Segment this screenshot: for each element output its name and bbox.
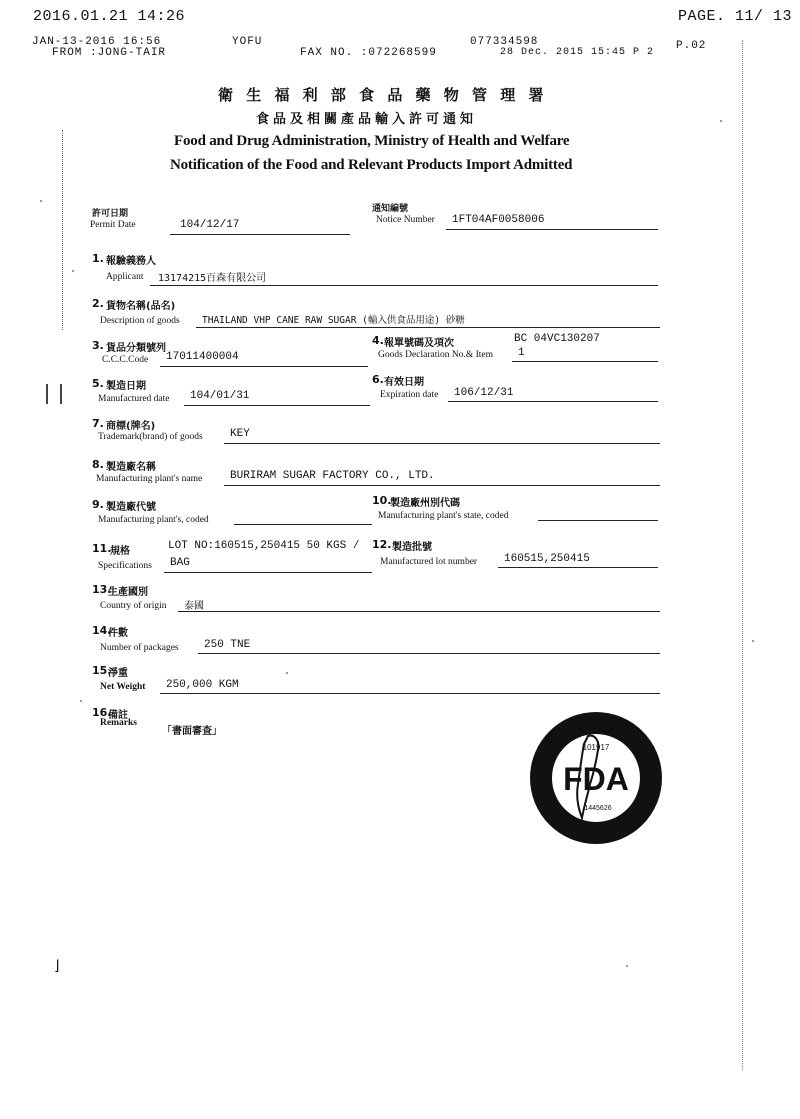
origin-label: Country of origin: [100, 601, 167, 611]
specifications-value-1: LOT NO:160515,250415 50 KGS /: [168, 540, 360, 552]
fda-round-seal-icon: [528, 710, 664, 846]
plant-code-underline: [234, 524, 372, 525]
declaration-number: 4.: [372, 334, 384, 347]
manufactured-number: 5.: [92, 377, 104, 390]
left-scan-edge: [62, 130, 63, 330]
scan-speck: [752, 640, 754, 642]
trademark-value: KEY: [230, 428, 250, 440]
seal-top-code: 101917: [582, 743, 610, 752]
declaration-item-value: 1: [518, 347, 525, 359]
plant-name-label: Manufacturing plant's name: [96, 474, 203, 484]
fda-seal: [528, 710, 664, 846]
packages-label-zh: 件數: [108, 628, 128, 639]
specifications-label-zh: 規格: [110, 546, 130, 557]
manufactured-label-zh: 製造日期: [106, 381, 146, 392]
expiration-label-zh: 有效日期: [384, 377, 424, 388]
permit-date-value: 104/12/17: [180, 219, 240, 231]
plant-code-label-zh: 製造廠代號: [106, 502, 156, 513]
description-label: Description of goods: [100, 316, 180, 326]
plant-state-label-zh: 製造廠州別代碼: [390, 498, 460, 509]
scan-speck: [720, 120, 722, 122]
declaration-label: Goods Declaration No.& Item: [378, 350, 494, 360]
scan-speck: [80, 700, 82, 702]
specifications-value-2: BAG: [170, 557, 190, 569]
lot-number-label: Manufactured lot number: [380, 557, 478, 567]
left-edge-bracket: [46, 384, 62, 404]
seal-logo-text: FDA: [563, 761, 629, 797]
notice-number-label: Notice Number: [376, 215, 435, 225]
manufactured-label: Manufactured date: [98, 394, 170, 404]
permit-date-label: Permit Date: [90, 220, 136, 230]
packages-label: Number of packages: [100, 643, 179, 653]
plant-name-number: 8.: [92, 458, 104, 471]
remarks-value: 「書面審查」: [162, 726, 222, 737]
plant-name-label-zh: 製造廠名稱: [106, 462, 156, 473]
declaration-underline: [512, 361, 658, 362]
packages-number: 14.: [92, 624, 112, 637]
expiration-underline: [448, 401, 658, 402]
net-weight-number: 15.: [92, 664, 112, 677]
agency-title-en: Food and Drug Administration, Ministry of Health and Welfare: [174, 133, 570, 149]
specifications-number: 11.: [92, 542, 112, 555]
fax-line-sender: YOFU: [232, 36, 263, 48]
lot-number-value: 160515,250415: [504, 553, 590, 565]
packages-value: 250 TNE: [204, 639, 251, 651]
ccc-code-number: 3.: [92, 339, 104, 352]
origin-underline: [178, 611, 660, 612]
remarks-label-zh: 備註: [108, 710, 128, 721]
trademark-label-zh: 商標(牌名): [106, 421, 156, 432]
applicant-label: Applicant: [106, 272, 144, 282]
seal-bottom-code: 1445626: [584, 805, 612, 812]
plant-name-value: BURIRAM SUGAR FACTORY CO., LTD.: [230, 470, 435, 482]
plant-state-label: Manufacturing plant's state, coded: [378, 511, 509, 521]
notice-number-value: 1FT04AF0058006: [452, 214, 545, 226]
packages-underline: [198, 653, 660, 654]
permit-date-underline: [170, 234, 350, 235]
trademark-number: 7.: [92, 417, 104, 430]
ccc-code-value: 17011400004: [166, 351, 239, 363]
manufactured-value: 104/01/31: [190, 390, 250, 402]
scan-speck: [626, 965, 628, 967]
expiration-number: 6.: [372, 373, 384, 386]
fax-datetime: 2016.01.21 14:26: [33, 8, 186, 25]
trademark-underline: [224, 443, 660, 444]
origin-value: 泰國: [184, 601, 204, 612]
notice-number-label-zh: 通知編號: [372, 204, 409, 214]
remarks-label: Remarks: [100, 718, 137, 728]
plant-code-number: 9.: [92, 498, 104, 511]
trademark-label: Trademark(brand) of goods: [98, 432, 203, 442]
description-number: 2.: [92, 297, 104, 310]
manufactured-underline: [184, 405, 370, 406]
lot-number-underline: [498, 567, 658, 568]
fax-line-phone: 077334598: [470, 36, 539, 48]
fax-line-page: P.02: [676, 40, 707, 52]
fax-line-faxno: FAX NO. :072268599: [300, 47, 437, 59]
lot-number-label-zh: 製造批號: [392, 542, 432, 553]
applicant-number: 1.: [92, 252, 104, 265]
fax-line-sent: 28 Dec. 2015 15:45 P 2: [500, 47, 655, 58]
fax-page-number: PAGE. 11/ 13: [678, 8, 793, 25]
scan-speck: [72, 270, 74, 272]
net-weight-label-zh: 淨重: [108, 668, 128, 679]
description-underline: [196, 327, 660, 328]
fax-line-date: JAN-13-2016 16:56: [32, 36, 162, 48]
declaration-value: BC 04VC130207: [514, 333, 600, 345]
net-weight-label: Net Weight: [100, 682, 146, 692]
right-scan-edge: [742, 40, 743, 1070]
plant-state-underline: [538, 520, 658, 521]
remarks-number: 16.: [92, 706, 112, 719]
notice-number-underline: [446, 229, 658, 230]
plant-name-underline: [224, 485, 660, 486]
net-weight-underline: [160, 693, 660, 694]
ccc-code-label: C.C.C.Code: [102, 355, 149, 365]
notice-title-zh: 食品及相關產品輸入許可通知: [256, 112, 478, 127]
ccc-code-label-zh: 貨品分類號列: [106, 343, 166, 354]
scan-speck: [286, 672, 288, 674]
notice-title-en: Notification of the Food and Relevant Products Import Admitted: [170, 157, 573, 173]
agency-title-zh: 衛 生 福 利 部 食 品 藥 物 管 理 署: [218, 86, 548, 104]
expiration-value: 106/12/31: [454, 387, 514, 399]
plant-state-number: 10.: [372, 494, 392, 507]
expiration-label: Expiration date: [380, 390, 439, 400]
scan-speck: [40, 200, 42, 202]
corner-mark: ⌋: [54, 958, 60, 974]
description-label-zh: 貨物名稱(品名): [106, 301, 176, 312]
permit-date-label-zh: 許可日期: [92, 209, 129, 219]
fax-line-from: FROM :JONG-TAIR: [52, 47, 167, 59]
specifications-underline: [164, 572, 372, 573]
origin-number: 13.: [92, 583, 112, 596]
declaration-label-zh: 報單號碼及項次: [384, 338, 454, 349]
applicant-label-zh: 報驗義務人: [106, 256, 156, 267]
origin-label-zh: 生產國別: [108, 587, 148, 598]
ccc-code-underline: [160, 366, 368, 367]
applicant-value: 13174215百森有限公司: [158, 273, 267, 284]
description-value: THAILAND VHP CANE RAW SUGAR (輸入供食品用途) 砂糖: [202, 315, 465, 326]
applicant-underline: [150, 285, 658, 286]
net-weight-value: 250,000 KGM: [166, 679, 239, 691]
specifications-label: Specifications: [98, 561, 152, 571]
lot-number-number: 12.: [372, 538, 392, 551]
plant-code-label: Manufacturing plant's, coded: [98, 515, 209, 525]
